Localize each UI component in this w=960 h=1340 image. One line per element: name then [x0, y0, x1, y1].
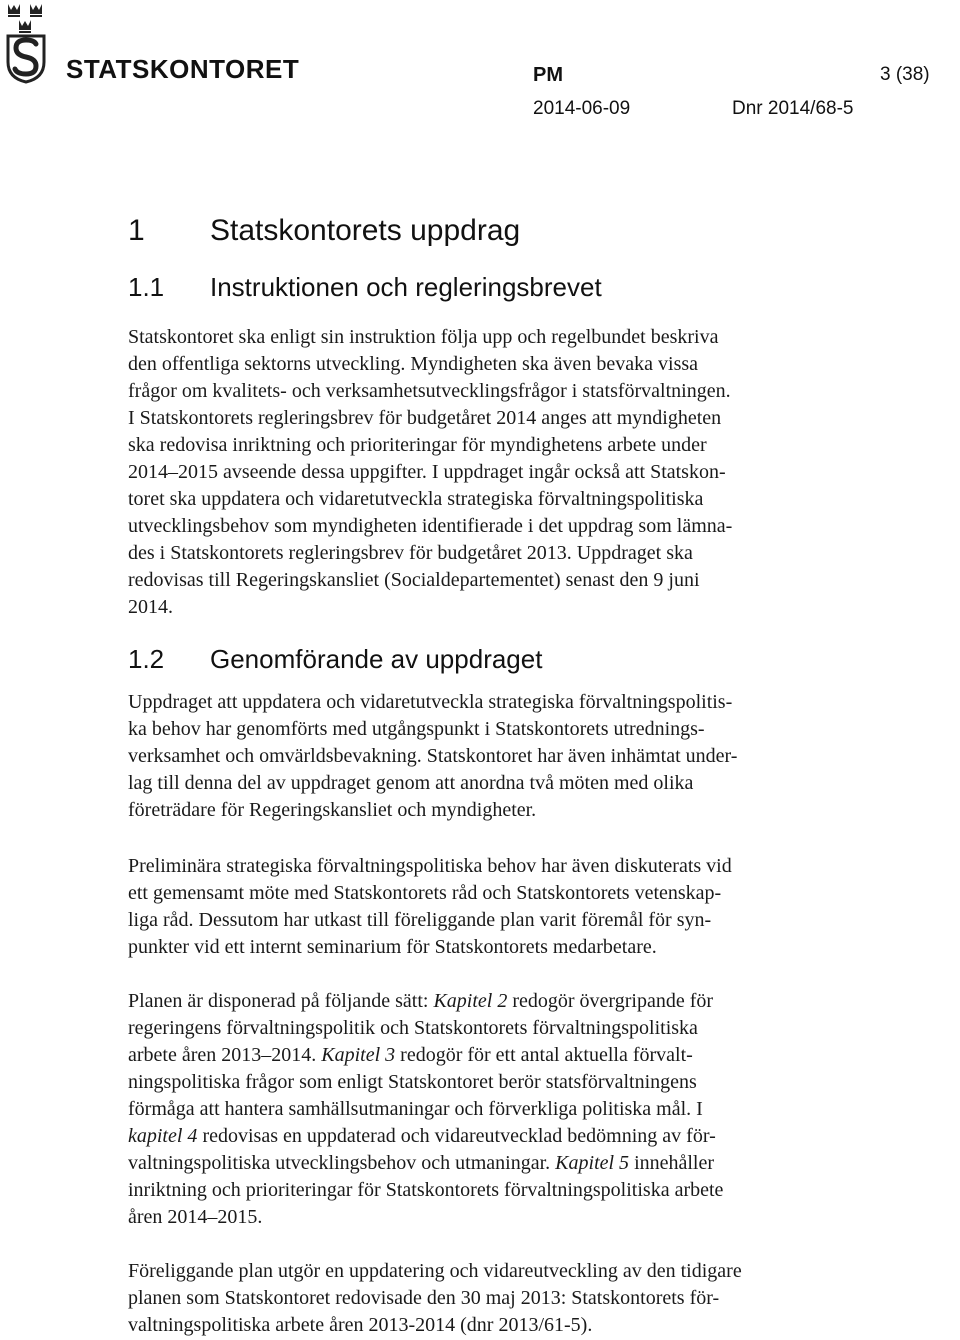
paragraph-1: [128, 324, 848, 621]
brand-wordmark: STATSKONTORET: [66, 54, 300, 84]
text-line: ka behov har genomförts med utgångspunkt i Statskontorets utrednings-: [128, 718, 705, 740]
section-title: Genomförande av uppdraget: [210, 644, 543, 674]
text-line: I Statskontorets regleringsbrev för budgetåret 2014 anges att myndigheten: [128, 407, 722, 429]
text-line: ningspolitiska frågor som enligt Statskontoret berör statsförvaltningens: [128, 1071, 697, 1093]
chapter-ref: Kapitel 2: [433, 990, 508, 1012]
text-line: 2014–2015 avseende dessa uppgifter. I uppdraget ingår också att Statskon-: [128, 461, 726, 483]
text-line: Preliminära strategiska förvaltningspolitiska behov har även diskuterats vid: [128, 855, 732, 877]
text-line: regeringens förvaltningspolitik och Statskontorets förvaltningspolitiska: [128, 1017, 698, 1039]
chapter-number: 1: [128, 214, 145, 247]
document-type: PM: [533, 64, 563, 86]
text-line: Uppdraget att uppdatera och vidaretutveckla strategiska förvaltningspolitis-: [128, 691, 733, 713]
section-heading-1-2: [128, 644, 542, 675]
chapter-ref: kapitel 4: [128, 1125, 198, 1147]
chapter-title: Statskontorets uppdrag: [210, 214, 521, 247]
text-run: Planen är disponerad på följande sätt:: [128, 990, 434, 1012]
paragraph-4: [128, 988, 848, 1231]
text-run: redovisas en uppdaterad och vidareutvecklad bedömning av för-: [197, 1125, 716, 1147]
chapter-ref: Kapitel 3: [321, 1044, 396, 1066]
text-line: punkter vid ett internt seminarium för Statskontorets medarbetare.: [128, 936, 657, 958]
text-line: toret ska uppdatera och vidaretutveckla strategiska förvaltningspolitiska: [128, 488, 704, 510]
paragraph-2: [128, 689, 848, 824]
text-line: förmåga att hantera samhällsutmaningar och förverkliga politiska mål. I: [128, 1098, 703, 1120]
text-line: lag till denna del av uppdraget genom att anordna två möten med olika: [128, 772, 694, 794]
text-run: redogör för ett antal aktuella förvalt-: [395, 1044, 693, 1066]
chapter-heading: [128, 214, 520, 248]
text-line: 2014.: [128, 596, 173, 618]
text-line: planen som Statskontoret redovisade den 30 maj 2013: Statskontorets för-: [128, 1287, 720, 1309]
text-line: [128, 1123, 848, 1150]
text-line: redovisas till Regeringskansliet (Socialdepartementet) senast den 9 juni: [128, 569, 700, 591]
section-number: 1.2: [128, 644, 165, 674]
text-line: des i Statskontorets regleringsbrev för budgetåret 2013. Uppdraget ska: [128, 542, 693, 564]
text-line: Föreliggande plan utgör en uppdatering och vidareutveckling av den tidigare: [128, 1260, 742, 1282]
text-line: [128, 988, 848, 1015]
text-line: liga råd. Dessutom har utkast till föreliggande plan varit föremål för syn-: [128, 909, 712, 931]
text-line: [128, 1150, 848, 1177]
text-line: valtningspolitiska arbete åren 2013-2014 (dnr 2013/61-5).: [128, 1314, 593, 1336]
text-line: utvecklingsbehov som myndigheten identifierade i det uppdrag som lämna-: [128, 515, 733, 537]
text-line: ett gemensamt möte med Statskontorets råd och Statskontorets vetenskap-: [128, 882, 722, 904]
crowns-shield-icon: [6, 2, 66, 84]
page-number: 3 (38): [880, 64, 930, 85]
section-title: Instruktionen och regleringsbrevet: [210, 272, 602, 302]
text-line: inriktning och prioriteringar för Statskontorets förvaltningspolitiska arbete: [128, 1179, 724, 1201]
text-run: innehåller: [629, 1152, 715, 1174]
paragraph-5: [128, 1258, 848, 1339]
text-run: redogör övergripande för: [507, 990, 714, 1012]
text-run: valtningspolitiska utvecklingsbehov och utmaningar.: [128, 1152, 556, 1174]
text-line: ska redovisa inriktning och prioriteringar för myndighetens arbete under: [128, 434, 707, 456]
document-dnr: Dnr 2014/68-5: [732, 98, 854, 119]
chapter-ref: Kapitel 5: [555, 1152, 630, 1174]
text-line: verksamhet och omvärldsbevakning. Statskontoret har även inhämtat under-: [128, 745, 738, 767]
text-line: företrädare för Regeringskansliet och myndigheter.: [128, 799, 537, 821]
paragraph-3: [128, 853, 848, 961]
text-line: den offentliga sektorns utveckling. Myndigheten ska även bevaka vissa: [128, 353, 699, 375]
document-date: 2014-06-09: [533, 98, 631, 119]
text-line: åren 2014–2015.: [128, 1206, 263, 1228]
text-line: [128, 1042, 848, 1069]
section-number: 1.1: [128, 272, 165, 302]
text-run: arbete åren 2013–2014.: [128, 1044, 322, 1066]
section-heading-1-1: [128, 272, 602, 303]
text-line: Statskontoret ska enligt sin instruktion följa upp och regelbundet beskriva: [128, 326, 719, 348]
text-line: frågor om kvalitets- och verksamhetsutvecklingsfrågor i statsförvaltningen.: [128, 380, 731, 402]
